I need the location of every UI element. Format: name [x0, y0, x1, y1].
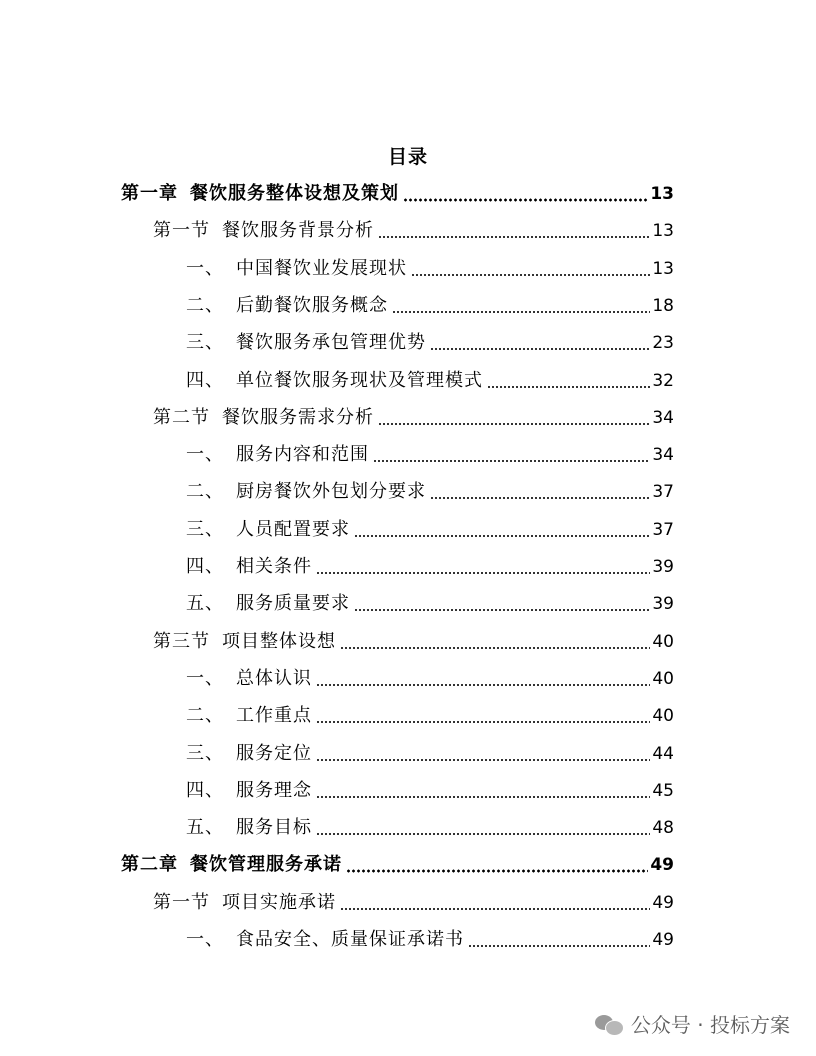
toc-page-number: 39 [652, 594, 674, 615]
dot-leader [316, 758, 650, 762]
dot-leader [403, 198, 648, 202]
toc-page-number: 49 [652, 930, 674, 950]
toc-entry-number: 三、 [186, 742, 224, 764]
dot-leader [316, 832, 650, 836]
toc-entry-number: 一、 [186, 444, 224, 466]
toc-entry-label [186, 328, 426, 358]
toc-entry-label [186, 739, 312, 769]
toc-entry-number: 三、 [186, 332, 224, 354]
dot-leader [354, 608, 650, 612]
toc-entry-label [186, 701, 312, 731]
toc-entry-number: 一、 [186, 667, 224, 689]
toc-entry-label [186, 515, 350, 545]
toc-entry-number: 一、 [186, 257, 224, 279]
toc-entry[interactable] [186, 701, 674, 731]
toc-entry-number: 第一节 [153, 220, 210, 242]
toc-page-number: 39 [652, 557, 674, 577]
toc-entry-label [186, 477, 426, 507]
dot-leader [354, 534, 650, 538]
toc-title: 目录 [387, 146, 428, 168]
toc-page-number: 40 [652, 706, 674, 727]
wechat-icon [595, 1013, 623, 1035]
toc-entry-number: 一、 [186, 929, 224, 950]
toc-entry[interactable] [186, 739, 674, 769]
toc-page-number: 13 [652, 258, 674, 279]
toc-entry-text: 服务内容和范围 [236, 444, 369, 466]
toc-page-number: 40 [652, 631, 674, 652]
toc-entry-number: 第一章 [121, 183, 178, 204]
toc-page-number: 49 [652, 892, 674, 913]
toc-entry[interactable] [153, 627, 674, 657]
toc-entry[interactable] [186, 254, 674, 284]
dot-leader [392, 310, 650, 314]
dot-leader [378, 235, 650, 239]
toc-entry-number: 二、 [186, 294, 224, 316]
toc-entry-number: 二、 [186, 481, 224, 503]
toc-entry-label [186, 776, 312, 806]
watermark [595, 1009, 790, 1038]
toc-entry-number: 三、 [186, 518, 224, 540]
toc-page-number: 13 [652, 221, 674, 242]
toc-entry[interactable] [186, 440, 674, 470]
toc-entry-label [186, 440, 369, 470]
toc-page-number: 13 [650, 184, 674, 204]
toc-entry-label [153, 216, 374, 246]
toc-entry-text: 中国餐饮业发展现状 [236, 257, 407, 279]
toc-entry[interactable] [186, 477, 674, 507]
toc-entry-text: 总体认识 [236, 667, 312, 689]
toc-entry-number: 二、 [186, 705, 224, 727]
toc-entry-number: 五、 [186, 817, 224, 839]
toc-entry-number: 四、 [186, 369, 224, 391]
dot-leader [487, 385, 650, 389]
toc-page-number: 44 [652, 743, 674, 764]
toc-entry-label [153, 888, 336, 918]
toc-page-number: 40 [652, 668, 674, 689]
toc-page-number: 48 [652, 818, 674, 839]
toc-entry-number: 第三节 [153, 630, 210, 652]
toc-entry-label [121, 179, 399, 209]
dot-leader [316, 795, 650, 799]
toc-page-number: 37 [652, 482, 674, 503]
toc-entry-number: 四、 [186, 779, 224, 801]
dot-leader [316, 571, 650, 575]
toc-entry[interactable] [121, 179, 674, 209]
dot-leader [316, 683, 650, 687]
toc-entry-label [186, 366, 483, 396]
toc-entry-number: 第二节 [153, 406, 210, 428]
toc-entry[interactable] [186, 328, 674, 358]
toc-entry[interactable] [153, 216, 674, 246]
toc-entry-text: 餐饮服务承包管理优势 [236, 332, 426, 354]
dot-leader [316, 720, 650, 724]
dot-leader [468, 944, 650, 948]
dot-leader [346, 869, 648, 873]
toc-page-number: 45 [652, 780, 674, 801]
dot-leader [340, 646, 650, 650]
toc-entry-text: 食品安全、质量保证承诺书 [236, 929, 464, 950]
toc-entry-label [186, 254, 407, 284]
toc-entry-text: 相关条件 [236, 556, 312, 577]
toc-entry-number: 第二章 [121, 854, 178, 876]
dot-leader [378, 422, 650, 426]
toc-entry-text: 人员配置要求 [236, 518, 350, 540]
toc-page-number: 23 [652, 333, 674, 354]
watermark-text: 公众号 · 投标方案 [630, 1013, 790, 1037]
toc-entry[interactable] [186, 589, 674, 619]
toc-entry-text: 服务定位 [236, 742, 312, 764]
toc-entry-text: 服务目标 [236, 817, 312, 839]
toc-entry-text: 后勤餐饮服务概念 [236, 294, 388, 316]
toc-entry-label [186, 552, 312, 582]
toc-entry[interactable] [153, 403, 674, 433]
toc-entry-label [121, 850, 342, 880]
toc-entry[interactable] [186, 291, 674, 321]
toc-entry[interactable] [186, 366, 674, 396]
toc-entry[interactable] [121, 850, 674, 880]
toc-entry-text: 项目实施承诺 [222, 891, 336, 913]
dot-leader [430, 496, 650, 500]
toc-entry[interactable] [153, 888, 674, 918]
toc-page-number: 37 [652, 519, 674, 540]
toc-entry-text: 项目整体设想 [222, 630, 336, 652]
toc-entry[interactable] [186, 664, 674, 694]
toc-entry-label [186, 291, 388, 321]
toc-entry[interactable] [186, 515, 674, 545]
toc-entry-text: 厨房餐饮外包划分要求 [236, 481, 426, 503]
toc-entry-text: 服务理念 [236, 779, 312, 801]
dot-leader [411, 273, 650, 277]
dot-leader [373, 459, 650, 463]
toc-entry[interactable] [186, 813, 674, 843]
toc-entry-text: 餐饮管理服务承诺 [190, 854, 342, 876]
dot-leader [340, 907, 650, 911]
toc-entry-text: 工作重点 [236, 705, 312, 727]
toc-entry-label [186, 664, 312, 694]
toc-page-number: 34 [652, 407, 674, 428]
toc-entry-label [153, 403, 374, 433]
toc-entry-label [186, 925, 464, 955]
toc-entry-text: 服务质量要求 [236, 593, 350, 615]
toc-entry-label [186, 813, 312, 843]
toc-entry-number: 第一节 [153, 891, 210, 913]
toc-entry-text: 餐饮服务背景分析 [222, 220, 374, 242]
toc-entry[interactable] [186, 776, 674, 806]
toc-entry-number: 五、 [186, 593, 224, 615]
toc-page-number: 49 [650, 855, 674, 876]
toc-entry-number: 四、 [186, 556, 224, 577]
toc-entry[interactable] [186, 552, 674, 582]
toc-page-number: 18 [652, 295, 674, 316]
toc-entry-text: 餐饮服务需求分析 [222, 406, 374, 428]
toc-entry[interactable] [186, 925, 674, 955]
toc-entry-text: 餐饮服务整体设想及策划 [190, 183, 399, 204]
toc-page-number: 32 [652, 370, 674, 391]
dot-leader [430, 347, 650, 351]
toc-page-number: 34 [652, 445, 674, 466]
toc-entry-label [186, 589, 350, 619]
toc-entry-text: 单位餐饮服务现状及管理模式 [236, 369, 483, 391]
toc-entry-label [153, 627, 336, 657]
